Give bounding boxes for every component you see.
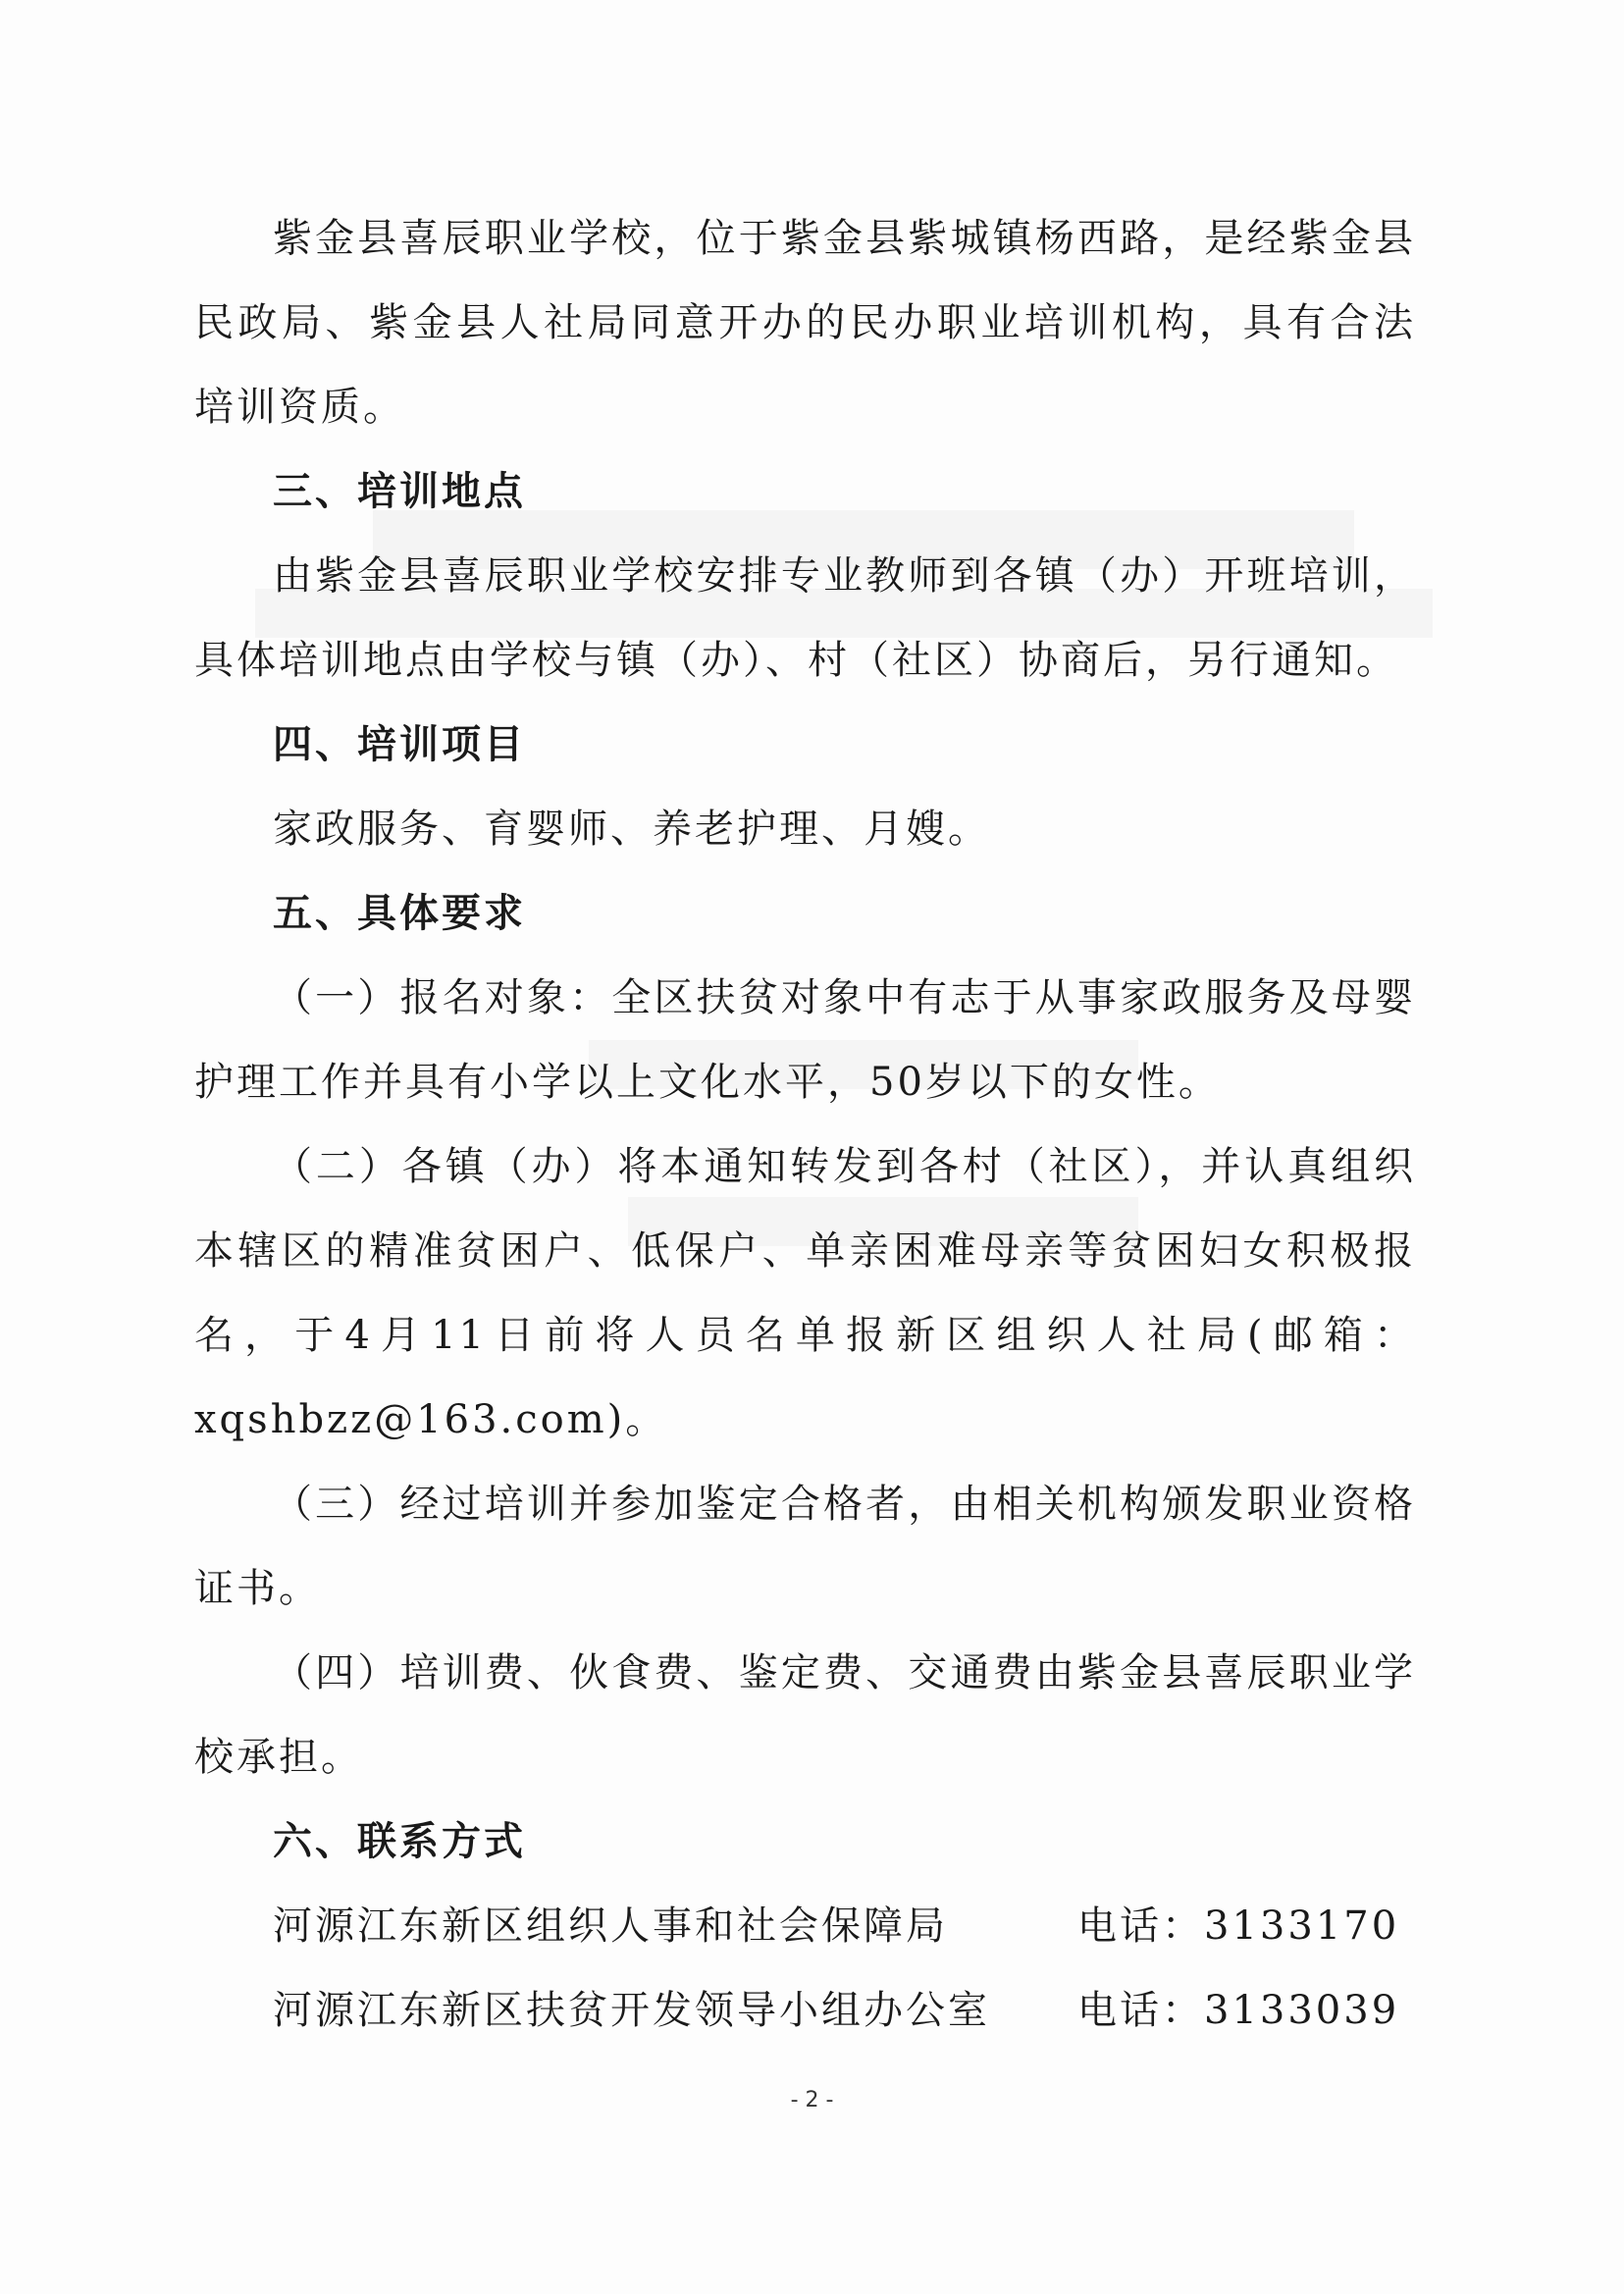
requirement-item: （四）培训费、伙食费、鉴定费、交通费由紫金县喜辰职业学校承担。 [194,1650,1416,1780]
page-number: - 2 - [790,2088,834,2112]
contact-row [194,1884,1416,1968]
contact-row [194,1968,1416,2053]
document-body [194,196,1416,2053]
contact-org: 河源江东新区组织人事和社会保障局 [273,1903,948,1949]
contact-org: 河源江东新区扶贫开发领导小组办公室 [273,1988,990,2033]
section4-heading: 四、培训项目 [273,721,526,767]
section6-heading: 六、联系方式 [273,1818,526,1864]
requirement-item: （一）报名对象：全区扶贫对象中有志于从事家政服务及母婴护理工作并具有小学以上文化水平，50岁以下的女性。 [194,975,1416,1105]
contact-phone: 电话：3133039 [1077,1988,1400,2033]
section3-heading: 三、培训地点 [273,468,526,514]
intro-paragraph: 紫金县喜辰职业学校，位于紫金县紫城镇杨西路，是经紫金县民政局、紫金县人社局同意开办的民办职业培训机构，具有合法培训资质。 [194,216,1416,430]
requirement-item: （二）各镇（办）将本通知转发到各村（社区），并认真组织本辖区的精准贫困户、低保户、单亲困难母亲等贫困妇女积极报名，于4月11日前将人员名单报新区组织人社局(邮箱：xqshbzz@163.com)。 [194,1144,1416,1442]
contact-phone: 电话：3133170 [1077,1903,1400,1949]
section3-paragraph: 由紫金县喜辰职业学校安排专业教师到各镇（办）开班培训，具体培训地点由学校与镇（办）、村（社区）协商后，另行通知。 [194,553,1416,683]
section4-paragraph: 家政服务、育婴师、养老护理、月嫂。 [273,807,990,852]
requirement-item: （三）经过培训并参加鉴定合格者，由相关机构颁发职业资格证书。 [194,1482,1416,1611]
section5-heading: 五、具体要求 [273,890,526,936]
